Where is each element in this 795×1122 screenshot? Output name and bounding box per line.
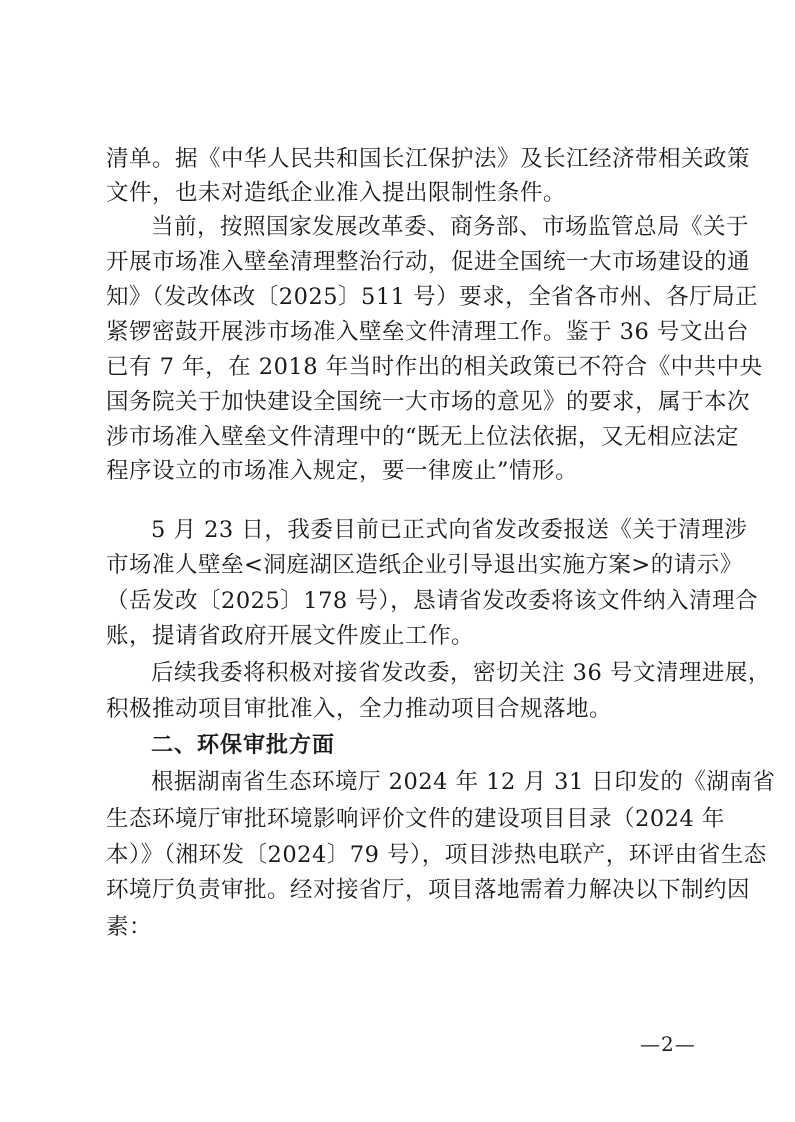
text-line: 知》（发改体改〔2025〕511 号）要求，全省各市州、各厅局正: [106, 284, 759, 310]
text-line: 环境厅负责审批。经对接省厅，项目落地需着力解决以下制约因: [106, 877, 751, 903]
text-line: （岳发改〔2025〕178 号），恳请省发改委将该文件纳入清理合: [106, 588, 759, 614]
text-line: 后续我委将积极对接省发改委，密切关注 36 号文清理进展，: [151, 660, 771, 686]
text-line: 积极推动项目审批准入，全力推动项目合规落地。: [106, 696, 613, 722]
text-line: 账，提请省政府开展文件废止工作。: [106, 623, 475, 649]
text-line: 紧锣密鼓开展涉市场准入壁垒文件清理工作。鉴于 36 号文出台: [106, 319, 749, 345]
text-line: 清单。据《中华人民共和国长江保护法》及长江经济带相关政策: [106, 146, 751, 172]
section-heading: 二、环保审批方面: [151, 733, 336, 758]
text-line: 根据湖南省生态环境厅 2024 年 12 月 31 日印发的《湖南省: [151, 769, 776, 795]
text-line: 本）》（湘环发〔2024〕79 号），项目涉热电联产，环评由省生态: [106, 842, 767, 868]
text-line: 涉市场准入壁垒文件清理中的“既无上位法依据，又无相应法定: [106, 424, 740, 450]
text-line: 文件，也未对造纸企业准入提出限制性条件。: [106, 180, 567, 206]
page-number: —2—: [640, 1032, 696, 1056]
text-line: 程序设立的市场准入规定，要一律废止”情形。: [106, 458, 579, 484]
text-line: 开展市场准入壁垒清理整治行动，促进全国统一大市场建设的通: [106, 249, 751, 275]
text-line: 素：: [106, 914, 153, 940]
text-line: 已有 7 年，在 2018 年当时作出的相关政策已不符合《中共中央: [106, 354, 763, 380]
text-line: 国务院关于加快建设全国统一大市场的意见》的要求，属于本次: [106, 389, 751, 415]
text-line: 5 月 23 日，我委目前已正式向省发改委报送《关于清理涉: [151, 517, 748, 543]
text-line: 当前，按照国家发展改革委、商务部、市场监管总局《关于: [151, 214, 750, 240]
text-line: 市场准人壁垒<洞庭湖区造纸企业引导退出实施方案>的请示》: [106, 552, 743, 578]
text-line: 生态环境厅审批环境影响评价文件的建设项目目录（2024 年: [106, 806, 725, 832]
